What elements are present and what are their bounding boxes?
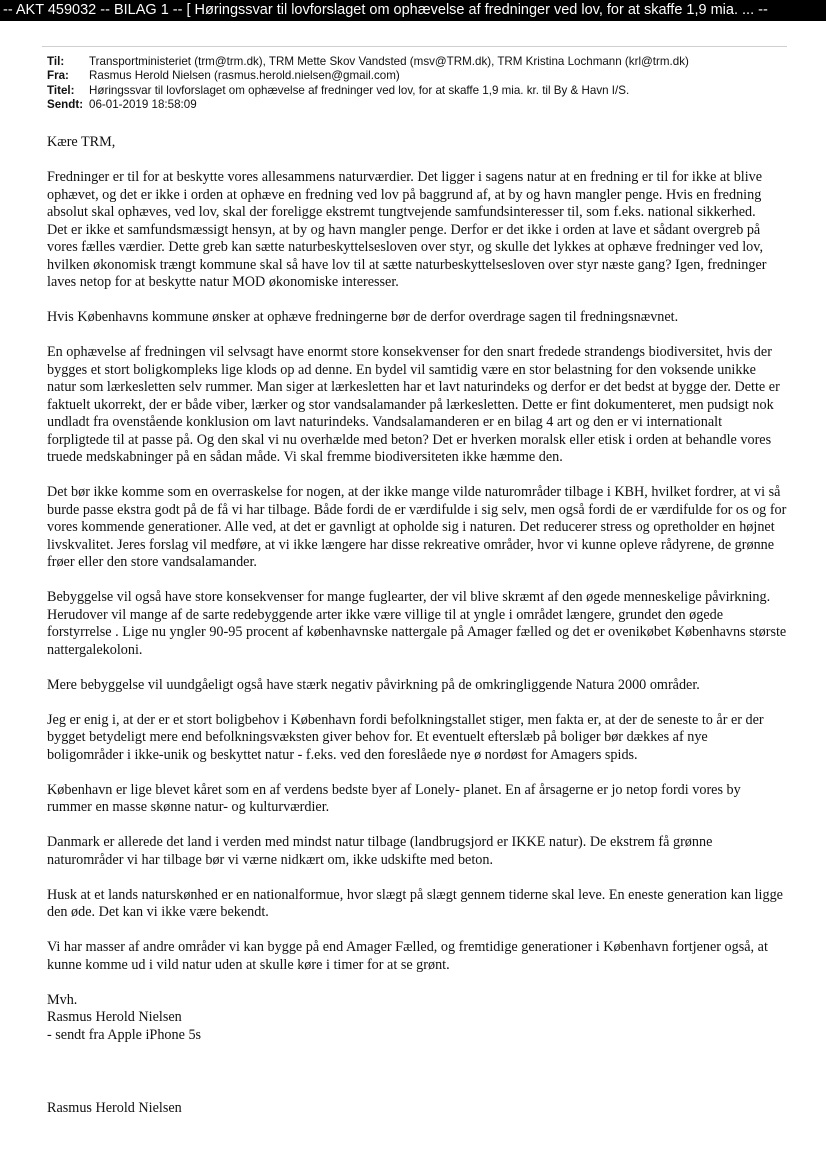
paragraph-1a: Fredninger er til for at beskytte vores allesammens naturværdier. Det ligger i sagens natur at en fredning er til for ikke at blive ophævet, og det er ikke i orden at ophæve en fredning ved lov på baggrund af, at by og havn mangler penge. Hvis en fredning absolut skal ophæves, ved lov, skal der foreligge ekstremt tungtvejende samfundsinteresser til, som f.eks. national sikkerhed. xyxy=(47,169,763,220)
to-label: Til: xyxy=(47,55,65,68)
document-title: -- AKT 459032 -- BILAG 1 -- [ Høringssvar til lovforslaget om ophævelse af fredninger ved lov, for at skaffe 1,9 mia. ... -- xyxy=(3,2,768,18)
paragraph-11: Vi har masser af andre områder vi kan bygge på end Amager Fælled, og fremtidige generationer i København fortjener også, at kunne komme ud i vild natur uden at skulle køre i timer for at se grønt. xyxy=(47,939,768,973)
header-from-row xyxy=(47,69,792,83)
paragraph-1 xyxy=(47,169,787,292)
document-title-bar xyxy=(0,0,826,21)
paragraph-4: Det bør ikke komme som en overraskelse for nogen, at der ikke mange vilde naturområder tilbage i KBH, hvilket fordrer, at vi så burde passe ekstra godt på de få vi har tilbage. Både fordi de er værdifulde i sig selv, men også fordi de er værdifulde for os og for vores kommende generationer. Alle ved, at det er gavnligt at opholde sig i naturen. Det reducerer stress og opretholder en højnet livskvalitet. Jeres forslag vil medføre, at vi ikke længere har disse rekreative områder, hvor vi kunne opleve rådyrene, de grønne frøer eller den store vandsalamander. xyxy=(47,484,787,570)
header-sent-row xyxy=(47,98,792,112)
header-divider xyxy=(42,46,787,47)
sign-off xyxy=(47,992,787,1045)
final-signature: Rasmus Herold Nielsen xyxy=(47,1100,182,1116)
paragraph-7: Jeg er enig i, at der er et stort boligbehov i København fordi befolkningstallet stiger, men fakta er, at der de seneste to år er der bygget betydeligt mere end befolkningsvæksten giver behov for. Et eventuelt efterslæb på boliger bør dækkes af nye boligområder i ikke-unik og beskyttet natur - f.eks. ved den foreslåede nye ø nordøst for Amagers spids. xyxy=(47,711,764,763)
greeting: Kære TRM, xyxy=(47,134,116,150)
title-label: Titel: xyxy=(47,83,75,97)
header-title-row xyxy=(47,84,792,98)
closing: Mvh. xyxy=(47,991,78,1008)
paragraph-5: Bebyggelse vil også have store konsekvenser for mange fuglearter, der vil blive skræmt af den øgede menneskelige påvirkning. Herudover vil mange af de sarte redebyggende arter ikke være villige til at yngle i området længere, grundet den øgede forstyrrelse . Lige nu yngler 90-95 procent af københavnske nattergale på Amager fælled og det er ovenikøbet Københavns største nattergalekoloni. xyxy=(47,589,787,658)
from-label: Fra: xyxy=(47,69,69,83)
header-to-row xyxy=(47,55,792,69)
email-body xyxy=(47,134,787,1062)
paragraph-6: Mere bebyggelse vil uundgåeligt også have stærk negativ påvirkning på de omkringliggende Natura 2000 områder. xyxy=(47,676,700,693)
paragraph-3: En ophævelse af fredningen vil selvsagt have enormt store konsekvenser for den snart fredede strandengs biodiversitet, hvis der bygges et stort boligkompleks lige klods op ad denne. En bydel vil samtidig være en stor belastning for den voksende unikke natur som lærkesletten selv rummer. Man siger at lærkesletten har et lavt naturindeks og derfor er det bedst at bygge der. Dette er faktuelt ukorrekt, der er både viber, lærker og stor vandsalamander på lærkesletten. Dette er fint dokumenteret, men pudsigt nok undladt fra ovenstående konklusion om lavt naturindeks. Vandsalamanderen er en bilag 4 art og den er vi internationalt forpligtede til at passe på. Og den skal vi nu overhælde med beton? Det er hverken moralsk eller etisk i orden at behandle vores truede medskabninger på en sådan måde. Vi skal fremme biodiversiteten ikke hæmme den. xyxy=(47,344,780,465)
paragraph-9: Danmark er allerede det land i verden med mindst natur tilbage (landbrugsjord er IKKE natur). De ekstrem få grønne naturområder vi har tilbage bør vi værne nidkært om, ikke udskifte med beton. xyxy=(47,834,713,868)
to-value: Transportministeriet (trm@trm.dk), TRM Mette Skov Vandsted (msv@TRM.dk), TRM Kristina Lochmann (krl@trm.dk) xyxy=(89,55,689,68)
signer-name: Rasmus Herold Nielsen xyxy=(47,1009,182,1025)
email-header xyxy=(47,55,792,112)
paragraph-1b: Det er ikke et samfundsmæssigt hensyn, at by og havn mangler penge. Derfor er det ikke i orden at lave et sådant overgreb på vores fælles værdier. Dette greb kan sætte naturbeskyttelsesloven over styr, og skulle det lykkes at ophæve fredninger ved lov, hvilken økonomisk trængt kommune skal så have lov til at sætte naturbeskyttelsesloven over styr næste gang? Igen, fredninger laves netop for at beskytte natur MOD økonomiske interesser. xyxy=(47,221,767,290)
paragraph-2: Hvis Københavns kommune ønsker at ophæve fredningerne bør de derfor overdrage sagen til fredningsnævnet. xyxy=(47,309,679,325)
title-value: Høringssvar til lovforslaget om ophævelse af fredninger ved lov, for at skaffe 1,9 mia. kr. til By & Havn I/S. xyxy=(89,83,630,97)
from-value: Rasmus Herold Nielsen (rasmus.herold.nielsen@gmail.com) xyxy=(89,69,400,83)
sent-label: Sendt: xyxy=(47,97,84,111)
paragraph-8: København er lige blevet kåret som en af verdens bedste byer af Lonely- planet. En af årsagerne er jo netop fordi vores by rummer en masse skønne natur- og kulturværdier. xyxy=(47,781,741,815)
sent-value: 06-01-2019 18:58:09 xyxy=(89,97,197,111)
sent-from-device: - sendt fra Apple iPhone 5s xyxy=(47,1026,202,1043)
paragraph-10: Husk at et lands naturskønhed er en nationalformue, hvor slægt på slægt gennem tiderne skal leve. En eneste generation kan ligge den øde. Det kan vi ikke være bekendt. xyxy=(47,886,783,920)
